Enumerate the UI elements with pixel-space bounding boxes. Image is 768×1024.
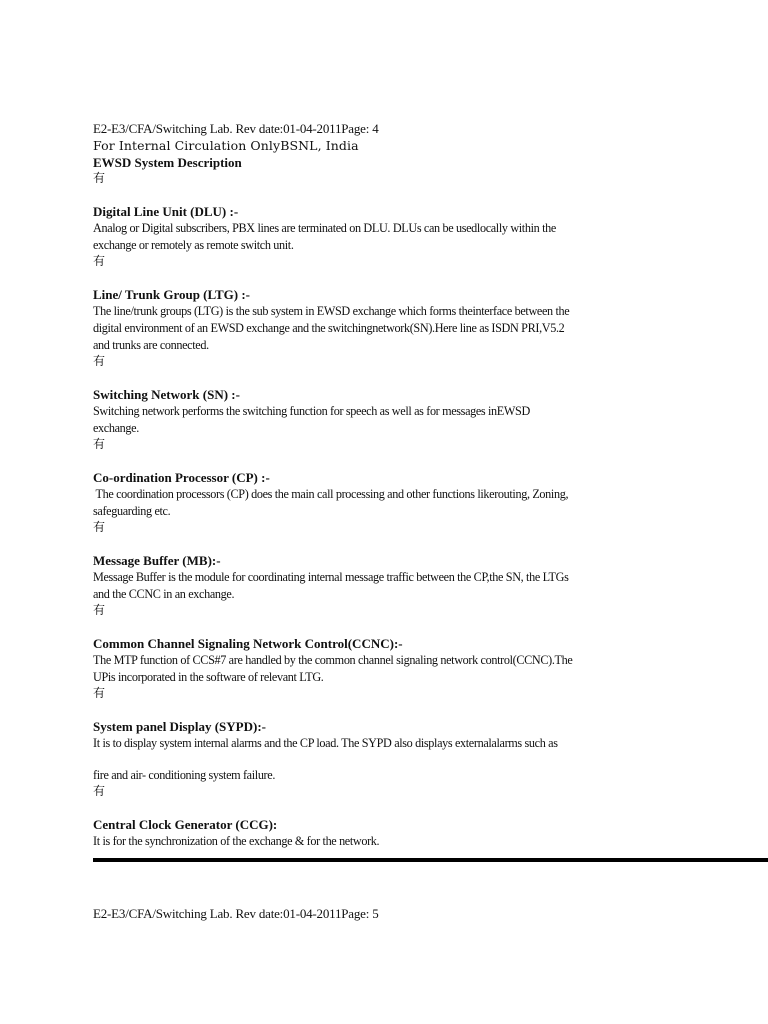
placeholder-glyph: 有 [93,437,106,451]
page-content [93,120,673,850]
section-text-line: The MTP function of CCS#7 are handled by the common channel signaling network control(CCNC).The [93,653,573,667]
section-cp [93,469,673,537]
placeholder-glyph: 有 [93,686,106,700]
section-text-line: Switching network performs the switching function for speech as well as for messages inEWSD [93,404,530,418]
section-text-line: It is to display system internal alarms and the CP load. The SYPD also displays externalalarms such as [93,736,558,750]
placeholder-glyph: 有 [93,784,106,798]
section-text-line: safeguarding etc. [93,504,171,518]
page-header-rev: E2-E3/CFA/Switching Lab. Rev date:01-04-2011Page: 4 [93,121,379,136]
section-title: Message Buffer (MB):- [93,553,221,568]
section-title: System panel Display (SYPD):- [93,719,266,734]
placeholder-glyph: 有 [93,171,106,185]
placeholder-glyph: 有 [93,354,106,368]
section-sypd [93,718,673,801]
section-title: Common Channel Signaling Network Control(CCNC):- [93,636,403,651]
section-text-line: exchange. [93,421,139,435]
section-text-line: UPis incorporated in the software of relevant LTG. [93,670,324,684]
section-text-line: and the CCNC in an exchange. [93,587,235,601]
section-text-line: exchange or remotely as remote switch unit. [93,238,294,252]
placeholder-glyph: 有 [93,603,106,617]
section-ccnc [93,635,673,703]
section-text-line: The line/trunk groups (LTG) is the sub system in EWSD exchange which forms theinterface between the [93,304,570,318]
section-sn [93,386,673,454]
section-title: Digital Line Unit (DLU) :- [93,204,239,219]
section-text-line: The coordination processors (CP) does the main call processing and other functions likerouting, Zoning, [93,487,569,501]
section-text-line: fire and air- conditioning system failure. [93,768,276,782]
placeholder-glyph: 有 [93,520,106,534]
section-text-line: It is for the synchronization of the exchange & for the network. [93,834,380,848]
placeholder-glyph: 有 [93,254,106,268]
section-text-line: and trunks are connected. [93,338,209,352]
section-text-line: digital environment of an EWSD exchange and the switchingnetwork(SN).Here line as ISDN PRI,V5.2 [93,321,565,335]
section-title: Co-ordination Processor (CP) :- [93,470,270,485]
section-ltg [93,286,673,371]
section-title: Central Clock Generator (CCG): [93,817,278,832]
page-break-rule [93,858,768,862]
section-mb [93,552,673,620]
section-title: Line/ Trunk Group (LTG) :- [93,287,251,302]
section-text-line: Analog or Digital subscribers, PBX lines are terminated on DLU. DLUs can be usedlocally within the [93,221,556,235]
section-text-line: Message Buffer is the module for coordinating internal message traffic between the CP,the SN, the LTGs [93,570,569,584]
section-title: Switching Network (SN) :- [93,387,240,402]
page-header-circulation: For Internal Circulation OnlyBSNL, India [93,138,359,153]
next-page-header: E2-E3/CFA/Switching Lab. Rev date:01-04-2011Page: 5 [93,906,379,921]
document-title: EWSD System Description [93,155,242,170]
section-dlu [93,203,673,271]
section-ccg [93,816,673,850]
